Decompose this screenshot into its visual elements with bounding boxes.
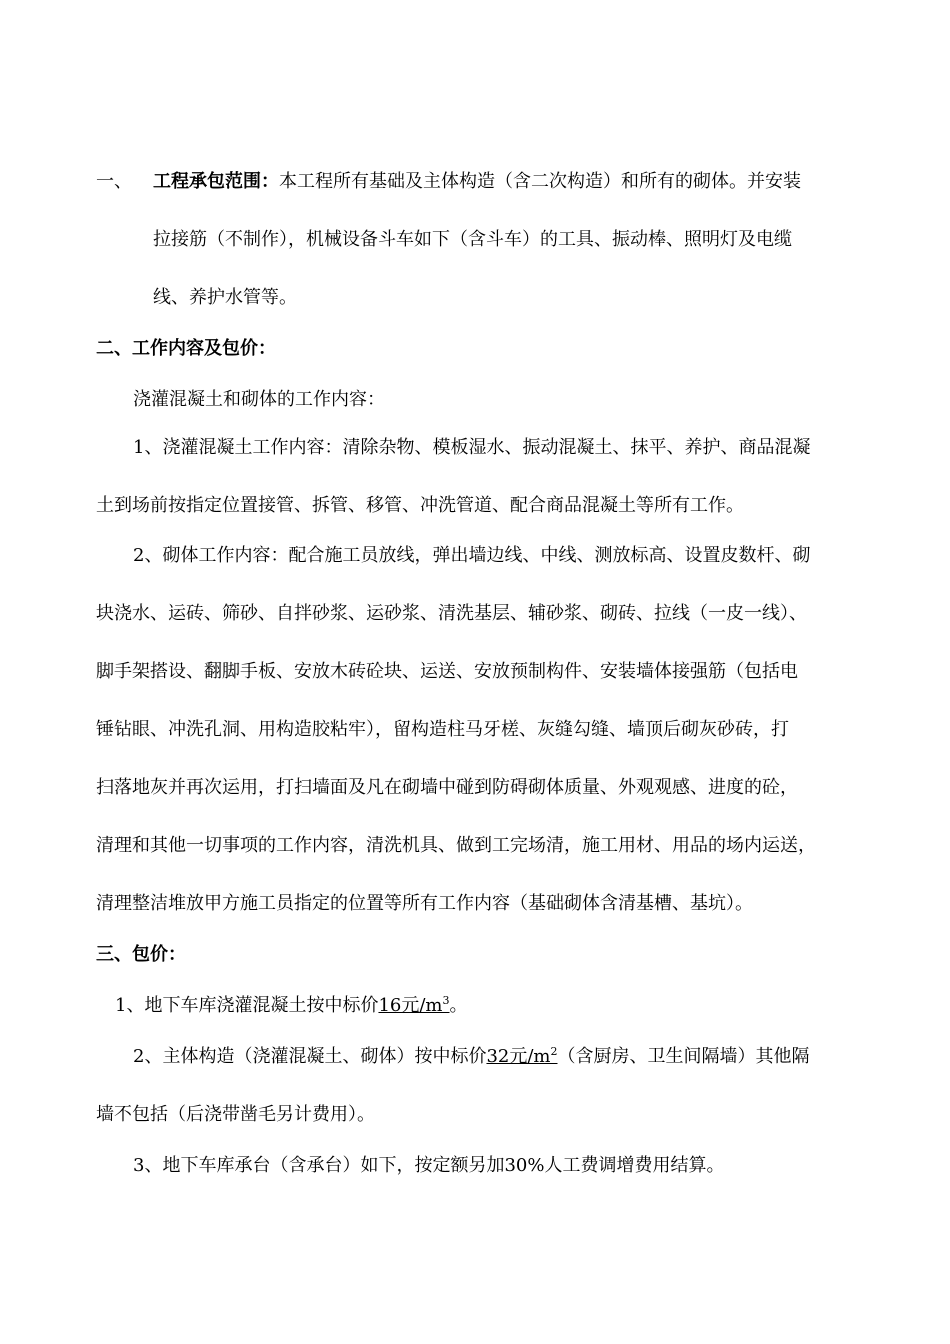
section2-item2-line2: 块浇水、运砖、筛砂、自拌砂浆、运砂浆、清洗基层、辅砂浆、砌砖、拉线（一皮一线）、 xyxy=(96,603,807,624)
section3-item1-unit-exponent: 3 xyxy=(442,994,450,1007)
section1-line3: 线、养护水管等。 xyxy=(153,287,297,308)
section2-item2-line3: 脚手架搭设、翻脚手板、安放木砖砼块、运送、安放预制构件、安装墙体接强筋（包括电 xyxy=(96,661,798,682)
section1-paragraph xyxy=(153,171,801,193)
section3-heading: 三、包价： xyxy=(96,944,186,965)
section2-item2-line6: 清理和其他一切事项的工作内容，清洗机具、做到工完场清，施工用材、用品的场内运送， xyxy=(96,835,816,856)
section3-item2-line2: 墙不包括（后浇带凿毛另计费用）。 xyxy=(96,1104,375,1125)
section3-item1-suffix: 。 xyxy=(449,995,468,1016)
section3-item1-price-value: 16元/m xyxy=(378,995,443,1016)
section3-item2-unit-exponent: 2 xyxy=(550,1045,558,1058)
section3-item3: 3、地下车库承台（含承台）如下，按定额另加30%人工费调增费用结算。 xyxy=(133,1155,725,1176)
section1-line1: 本工程所有基础及主体构造（含二次构造）和所有的砌体。并安装 xyxy=(279,171,801,192)
section2-heading: 二、工作内容及包价： xyxy=(96,338,276,359)
section2-item2-line4: 锤钻眼、冲洗孔洞、用构造胶粘牢），留构造柱马牙槎、灰缝勾缝、墙顶后砌灰砂砖，打 xyxy=(96,719,789,740)
section1-colon: ： xyxy=(261,171,279,192)
section2-item1-line1: 1、浇灌混凝土工作内容：清除杂物、模板湿水、振动混凝土、抹平、养护、商品混凝 xyxy=(133,437,811,458)
section1-line2: 拉接筋（不制作），机械设备斗车如下（含斗车）的工具、振动棒、照明灯及电缆 xyxy=(153,229,792,250)
section1-heading: 工程承包范围 xyxy=(153,171,261,192)
section1-number: 一、 xyxy=(96,171,132,192)
section3-item1 xyxy=(115,995,468,1017)
section3-item2-price xyxy=(486,1046,557,1067)
section2-item2-line7: 清理整洁堆放甲方施工员指定的位置等所有工作内容（基础砌体含清基槽、基坑）。 xyxy=(96,893,753,914)
section2-item2-line5: 扫落地灰并再次运用，打扫墙面及凡在砌墙中碰到防碍砌体质量、外观观感、进度的砼， xyxy=(96,777,798,798)
section2-item2-line1: 2、砌体工作内容：配合施工员放线，弹出墙边线、中线、测放标高、设置皮数杆、砌 xyxy=(133,545,811,566)
section3-item2-suffix: （含厨房、卫生间隔墙）其他隔 xyxy=(557,1046,810,1067)
section3-item1-prefix: 1、地下车库浇灌混凝土按中标价 xyxy=(115,995,379,1016)
section3-item2 xyxy=(133,1046,810,1068)
section2-intro: 浇灌混凝土和砌体的工作内容： xyxy=(133,389,385,410)
section2-item1-line2: 土到场前按指定位置接管、拆管、移管、冲洗管道、配合商品混凝土等所有工作。 xyxy=(96,495,744,516)
section3-item2-prefix: 2、主体构造（浇灌混凝土、砌体）按中标价 xyxy=(133,1046,487,1067)
section3-item2-price-value: 32元/m xyxy=(486,1046,551,1067)
section3-item1-price xyxy=(378,995,449,1016)
